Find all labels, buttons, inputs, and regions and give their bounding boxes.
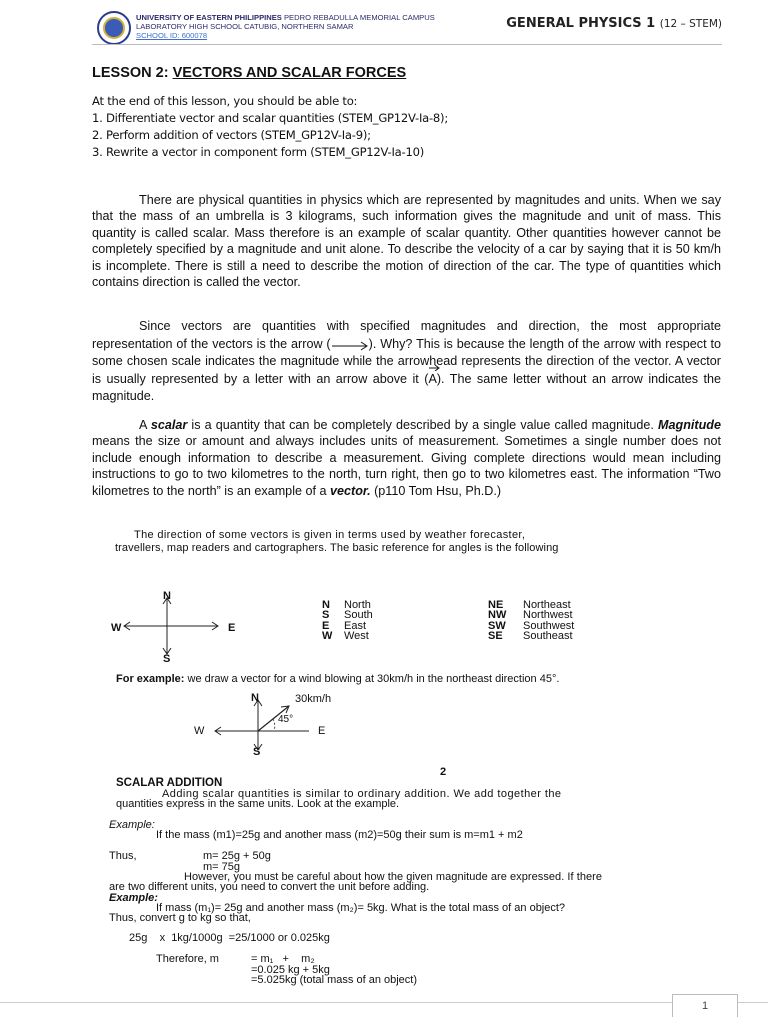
example-heading: Example: <box>109 892 158 904</box>
however-text: However, you must be careful about how the given magnitude are expressed. If there <box>184 871 603 883</box>
campus-name: PEDRO REBADULLA MEMORIAL CAMPUS <box>281 13 435 22</box>
paragraph-text: ). Why? This is because the length of the arrow with respect to some chosen scale indicates the magnitude while the arrowhead represents the direction of the vector. A vector is usually represented by a letter with an arrow above it ( <box>92 336 721 386</box>
legend-name: East <box>344 619 367 632</box>
paragraph-text: Since vectors are quantities with specified magnitudes and direction, the most appropriate representation of the vectors is the arrow ( <box>92 319 721 351</box>
school-header <box>136 13 435 40</box>
wind-east-label: E <box>318 725 326 737</box>
paragraph-text: means the size or amount and always includes units of measurement. Sometimes a single number does not include enough information to describe a measurement. Giving complete directions would mean including instructions to go to two kilometres to the north, turn right, then go to two kilometres east. The information “Two kilometres to the north” is an example of a <box>92 434 721 498</box>
wind-speed-label: 30km/h <box>295 693 332 705</box>
objectives <box>92 93 448 161</box>
university-logo <box>97 11 131 45</box>
wind-west-label: W <box>194 725 205 737</box>
lesson-name: VECTORS AND SCALAR FORCES <box>172 65 407 81</box>
scalar-addition-heading: SCALAR ADDITION <box>116 777 223 789</box>
legend-name: North <box>344 599 371 611</box>
term-vector: vector. <box>330 483 371 498</box>
objective-item: 3. Rewrite a vector in component form (STEM_GP12V-Ia-10) <box>92 145 424 159</box>
paragraph-text: A <box>139 418 151 432</box>
legend-abbr: W <box>322 630 333 643</box>
therefore-step: =0.025 kg + 5kg <box>251 964 330 976</box>
paragraph-text: ). The same letter without an arrow indicates the magnitude. <box>92 371 721 404</box>
thus-result: m= 75g <box>203 861 240 873</box>
however-text: are two different units, you need to convert the unit before adding. <box>109 881 430 893</box>
figure-intro-line: The direction of some vectors is given in terms used by weather forecaster, <box>134 529 526 541</box>
vector-a-symbol <box>428 371 436 389</box>
legend-abbr: N <box>322 599 330 611</box>
compass-south-label: S <box>163 653 171 665</box>
example-text: we draw a vector for a wind blowing at 30km/h in the northeast direction 45°. <box>184 673 560 685</box>
grade-level: (12 – STEM) <box>659 18 722 30</box>
legend-abbr: SW <box>488 619 506 632</box>
legend-name: Northwest <box>523 609 573 622</box>
compass-east-label: E <box>228 622 236 634</box>
compass-west-label: W <box>111 622 122 634</box>
legend-abbr: S <box>322 609 330 622</box>
paragraph-scalar-intro <box>92 192 721 290</box>
legend-abbr: NW <box>488 609 507 622</box>
scalar-addition-text: Adding scalar quantities is similar to ordinary addition. We add together the <box>162 788 562 800</box>
header-divider <box>92 44 722 45</box>
objective-item: 1. Differentiate vector and scalar quantities (STEM_GP12V-Ia-8); <box>92 111 448 125</box>
legend-abbr: NE <box>488 599 504 611</box>
school-id-link[interactable]: SCHOOL ID: 600078 <box>136 31 208 40</box>
legend-name: South <box>344 609 373 622</box>
paragraph-text: is a quantity that can be completely described by a single value called magnitude. <box>187 418 659 432</box>
wind-north-label: N <box>251 692 259 704</box>
wind-vector-diagram <box>201 696 321 756</box>
vector-letter: A <box>428 371 437 386</box>
university-name: UNIVERSITY OF EASTERN PHILIPPINES <box>136 13 282 22</box>
paragraph-vector-representation <box>92 318 721 406</box>
example2-convert-intro: Thus, convert g to kg so that, <box>109 912 251 924</box>
legend-name: West <box>344 630 369 643</box>
objectives-intro: At the end of this lesson, you should be able to: <box>92 94 358 108</box>
example-sum-text: If the mass (m1)=25g and another mass (m2)=50g their sum is m=m1 + m2 <box>156 829 523 841</box>
lesson-title <box>92 65 406 81</box>
example-heading: Example: <box>109 819 155 831</box>
therefore-equation: = m₁ + m₂ <box>251 953 315 965</box>
paragraph-text: There are physical quantities in physics which are represented by magnitudes and units. When we say that the mass of an umbrella is 3 kilograms, such information gives the magnitude and unit of mass. This quantity is called scalar. Mass therefore is an example of scalar quantity. Other quantities however cannot be completely specified by a magnitude and unit alone. To describe the velocity of a car by saying that it is 50 km/h is incomplete. There is still a need to describe the motion of direction of the car. The type of quantities which contains direction is called the vector. <box>92 193 721 290</box>
school-line: LABORATORY HIGH SCHOOL CATUBIG, NORTHERN SAMAR <box>136 22 354 31</box>
paragraph-scalar-definition <box>92 417 721 499</box>
legend-name: Northeast <box>523 599 571 611</box>
wind-example-line <box>116 673 559 685</box>
example2-question: If mass (m₁)= 25g and another mass (m₂)= 5kg. What is the total mass of an object? <box>156 902 566 914</box>
arrow-symbol-icon <box>331 339 369 349</box>
compass-north-label: N <box>163 590 171 602</box>
term-scalar: scalar <box>150 418 188 432</box>
embedded-scanned-figure <box>106 526 726 992</box>
unit-conversion-line: 25g x 1kg/1000g =25/1000 or 0.025kg <box>129 932 330 944</box>
direction-legend-intercardinal <box>488 600 574 642</box>
scalar-addition-text: quantities express in the same units. Look at the example. <box>116 798 400 810</box>
wind-angle-label: 45° <box>278 714 294 725</box>
legend-abbr: E <box>322 619 330 632</box>
thus-equation: m= 25g + 50g <box>203 850 271 862</box>
legend-abbr: SE <box>488 630 503 643</box>
subject-title <box>506 16 722 31</box>
footer-divider <box>0 1002 768 1003</box>
direction-legend-basic <box>322 600 373 642</box>
lesson-prefix: LESSON 2: <box>92 65 173 81</box>
therefore-result: =5.025kg (total mass of an object) <box>251 974 418 986</box>
paragraph-text: (p110 Tom Hsu, Ph.D.) <box>370 483 502 498</box>
objective-item: 2. Perform addition of vectors (STEM_GP12V-Ia-9); <box>92 128 371 142</box>
figure-intro-line: travellers, map readers and cartographers. The basic reference for angles is the following <box>115 542 559 554</box>
page-number: 1 <box>672 994 738 1017</box>
subject-name: GENERAL PHYSICS 1 <box>506 16 656 31</box>
term-magnitude: Magnitude <box>658 418 721 432</box>
therefore-label: Therefore, m <box>156 953 219 965</box>
legend-name: Southeast <box>523 630 573 643</box>
wind-south-label: S <box>253 746 261 758</box>
thus-label: Thus, <box>109 850 137 862</box>
example-label: For example: <box>116 673 185 685</box>
legend-name: Southwest <box>523 619 575 632</box>
inner-page-number: 2 <box>440 766 447 778</box>
